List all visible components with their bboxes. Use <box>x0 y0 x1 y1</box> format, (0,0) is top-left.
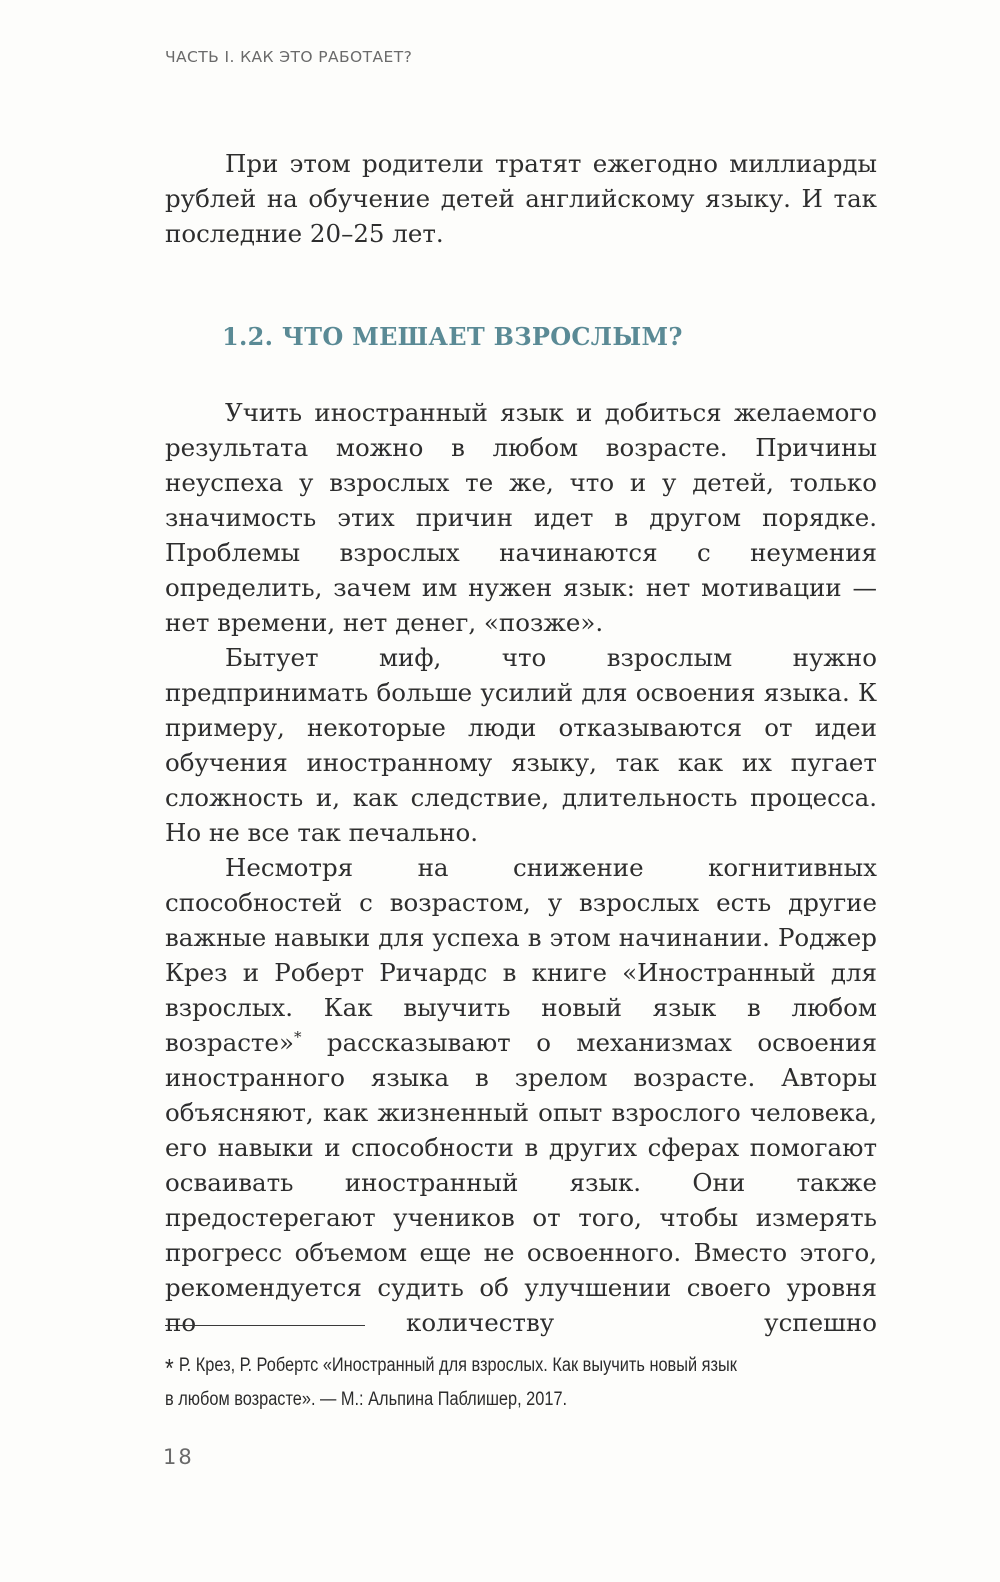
footnote <box>165 1350 853 1416</box>
section-body <box>165 395 877 1340</box>
footnote-line-1 <box>165 1350 853 1384</box>
footnote-mark: * <box>165 1353 174 1383</box>
intro-paragraph: При этом родители тратят ежегодно миллиарды рублей на обучение детей английскому языку. И так последние 20–25 лет. <box>165 149 877 248</box>
page-number: 18 <box>163 1445 194 1469</box>
section-paragraph-3 <box>165 850 877 1340</box>
section-paragraph-1: Учить иностранный язык и добиться желаемого результата можно в любом возрасте. Причины неуспеха у взрослых те же, что и у детей, только значимость этих причин идет в другом порядке. Проблемы взрослых начинаются с неумения определить, зачем им нужен язык: нет мотивации — нет времени, нет денег, «позже». <box>165 398 877 637</box>
section-paragraph-2: Бытует миф, что взрослым нужно предпринимать больше усилий для освоения языка. К примеру, некоторые люди отказываются от идеи обучения иностранному языку, так как их пугает сложность и, как следствие, длительность процесса. Но не все так печально. <box>165 643 877 847</box>
intro-paragraph-block <box>165 146 877 251</box>
footnote-divider <box>165 1325 365 1326</box>
footnote-text-1: Р. Крез, Р. Робертс «Иностранный для взрослых. Как выучить новый язык <box>178 1355 737 1376</box>
running-head: ЧАСТЬ I. КАК ЭТО РАБОТАЕТ? <box>165 48 413 66</box>
paragraph-3-text-start: Несмотря на снижение когнитивных способностей с возрастом, у взрослых есть другие важные навыки для успеха в этом начинании. Роджер Крез и Роберт Ричардс в книге «Иностранный для взрослых. Как выучить новый язык в любом возрасте» <box>165 853 877 1057</box>
paragraph-3-text-end: рассказывают о механизмах освоения иностранного языка в зрелом возрасте. Авторы объясняют, как жизненный опыт взрослого человека, его навыки и способности в других сферах помогают осваивать иностранный язык. Они также предостерегают учеников от того, чтобы измерять прогресс объемом еще не освоенного. Вместо этого, рекомендуется судить об улучшении своего уровня по количеству успешно <box>165 1028 877 1337</box>
section-heading: 1.2. ЧТО МЕШАЕТ ВЗРОСЛЫМ? <box>222 322 683 351</box>
footnote-reference: * <box>293 1027 302 1046</box>
footnote-text-2: в любом возрасте». — М.: Альпина Паблишер, 2017. <box>165 1389 568 1410</box>
